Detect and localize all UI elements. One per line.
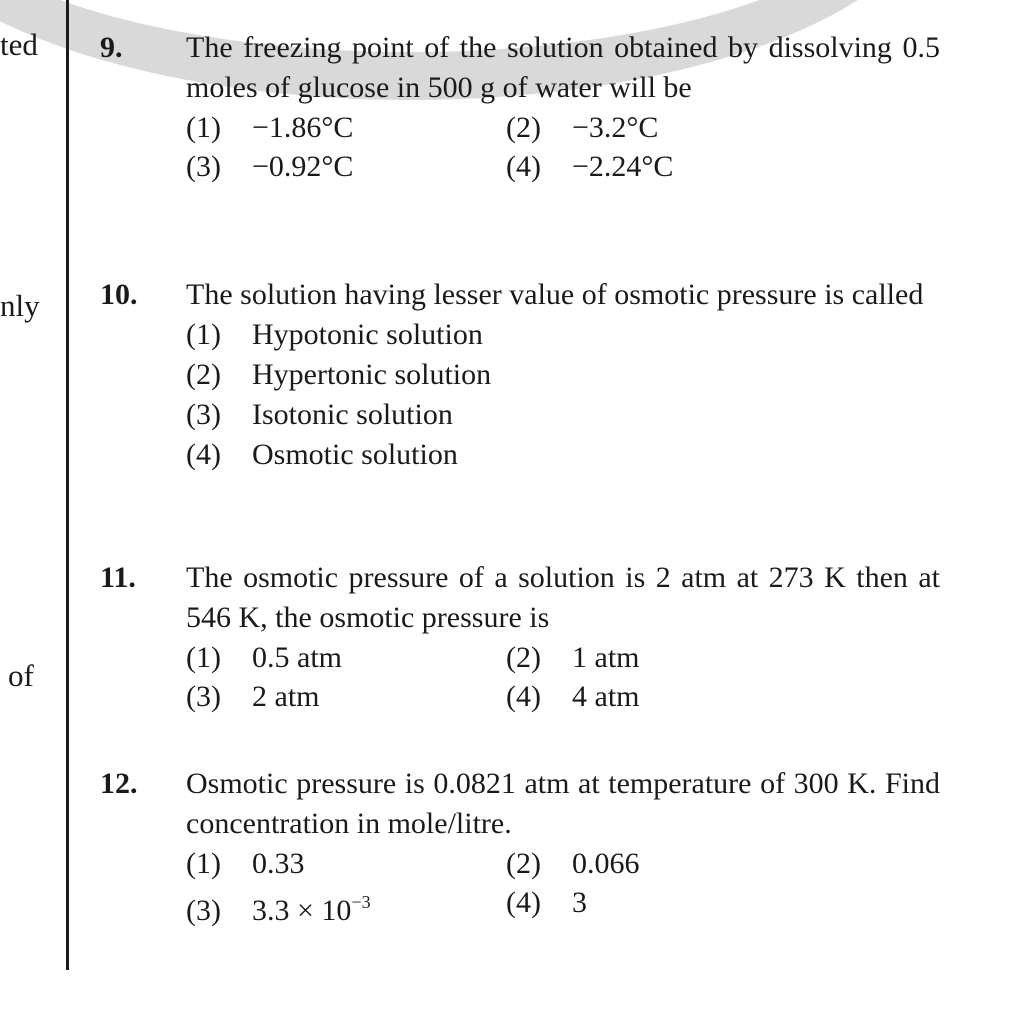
question-number: 12.: [100, 767, 138, 800]
option-label: (3): [186, 680, 221, 713]
option-label: (2): [506, 641, 541, 674]
question-text: The osmotic pressure of a solution is 2 atm at 273 K then at 546 K, the osmotic pressure is: [186, 561, 940, 634]
question-12: [100, 764, 940, 927]
options: [186, 638, 940, 716]
option-value: −2.24°C: [572, 150, 674, 183]
option-label: (3): [186, 398, 221, 431]
option-label: (3): [186, 150, 221, 183]
option-2[interactable]: [506, 638, 826, 677]
option-3[interactable]: [186, 677, 506, 716]
option-value: 0.5 atm: [252, 641, 342, 674]
options: [186, 108, 940, 186]
option-label: (2): [506, 847, 541, 880]
option-value: Hypertonic solution: [252, 358, 492, 391]
question-text: The solution having lesser value of osmotic pressure is called: [186, 278, 924, 311]
margin-fragment: ted: [0, 27, 38, 62]
option-1[interactable]: [186, 315, 940, 355]
option-value: −1.86°C: [252, 111, 354, 144]
option-3[interactable]: [186, 395, 940, 435]
option-label: (3): [186, 894, 221, 927]
margin-fragment: of: [8, 658, 34, 693]
option-2[interactable]: [506, 108, 826, 147]
option-value: −0.92°C: [252, 150, 354, 183]
option-value: Hypotonic solution: [252, 318, 483, 351]
option-label: (2): [186, 358, 221, 391]
option-label: (4): [506, 680, 541, 713]
option-value: Isotonic solution: [252, 398, 453, 431]
option-value: 0.33: [252, 847, 305, 880]
option-label: (4): [186, 438, 221, 471]
option-label: (1): [186, 111, 221, 144]
option-value: 3: [572, 886, 587, 919]
option-3[interactable]: [186, 883, 506, 927]
option-4[interactable]: [506, 883, 826, 922]
option-1[interactable]: [186, 844, 506, 883]
question-number: 10.: [100, 278, 138, 311]
question-10: [100, 275, 940, 475]
question-9: [100, 28, 940, 186]
option-1[interactable]: [186, 638, 506, 677]
options: [186, 315, 940, 475]
option-value: −3.2°C: [572, 111, 659, 144]
option-4[interactable]: [186, 435, 940, 475]
option-label: (2): [506, 111, 541, 144]
option-label: (1): [186, 318, 221, 351]
option-label: (1): [186, 641, 221, 674]
option-4[interactable]: [506, 147, 826, 186]
option-label: (4): [506, 886, 541, 919]
option-1[interactable]: [186, 108, 506, 147]
option-2[interactable]: [186, 355, 940, 395]
question-number: 9.: [100, 31, 123, 64]
option-label: (4): [506, 150, 541, 183]
column-divider: [66, 0, 69, 970]
option-2[interactable]: [506, 844, 826, 883]
options: [186, 844, 940, 927]
question-number: 11.: [100, 561, 136, 594]
question-text: Osmotic pressure is 0.0821 atm at temperature of 300 K. Find concentration in mole/litre.: [186, 767, 940, 840]
option-value: 1 atm: [572, 641, 640, 674]
option-value: 2 atm: [252, 680, 320, 713]
option-value: 3.3 × 10: [252, 894, 352, 927]
question-11: [100, 558, 940, 716]
margin-fragment: nly: [0, 288, 40, 323]
option-value: 0.066: [572, 847, 640, 880]
option-exponent: −3: [351, 892, 371, 912]
option-value: Osmotic solution: [252, 438, 458, 471]
question-text: The freezing point of the solution obtained by dissolving 0.5 moles of glucose in 500 g of water will be: [186, 31, 940, 104]
option-3[interactable]: [186, 147, 506, 186]
option-value: 4 atm: [572, 680, 640, 713]
option-4[interactable]: [506, 677, 826, 716]
option-label: (1): [186, 847, 221, 880]
